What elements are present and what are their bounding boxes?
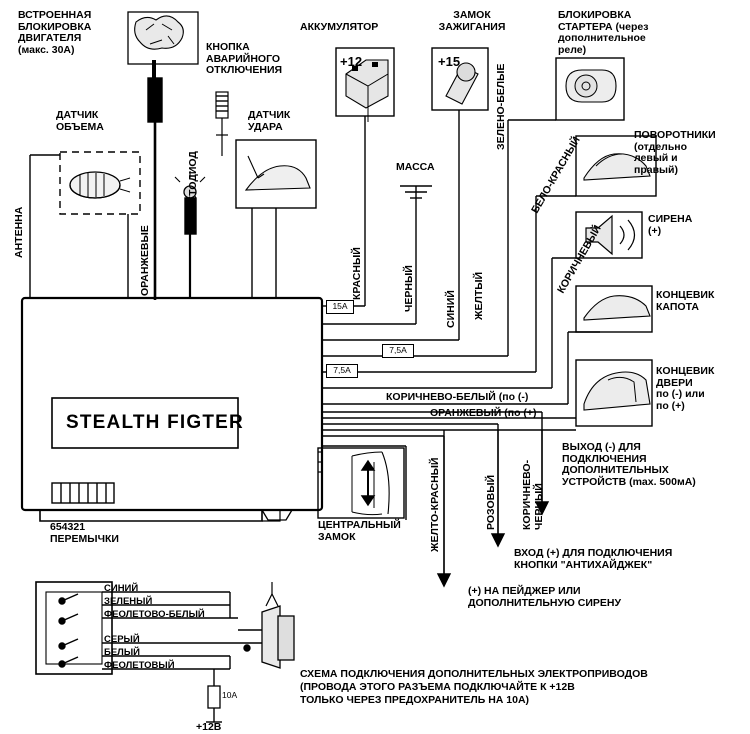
connector-wire-4: БЕЛЫЙ bbox=[104, 647, 140, 658]
label-ignition: ЗАМОК ЗАЖИГАНИЯ bbox=[438, 9, 506, 33]
label-pager-output: (+) НА ПЕЙДЖЕР ИЛИ ДОПОЛНИТЕЛЬНУЮ СИРЕНУ bbox=[468, 585, 622, 609]
connector-wire-5: ФЕОЛЕТОВЫЙ bbox=[104, 660, 175, 671]
label-jumpers: 654321 ПЕРЕМЫЧКИ bbox=[50, 521, 119, 545]
brand-name: STEALTH FIGTER bbox=[66, 412, 244, 433]
label-hijack-input: ВХОД (+) ДЛЯ ПОДКЛЮЧЕНИЯ КНОПКИ "АНТИХАЙДЖЕК" bbox=[514, 547, 673, 571]
wire-label-brown-black-1: КОРИЧНЕВО- bbox=[521, 459, 533, 530]
label-starter-block: БЛОКИРОВКА СТАРТЕРА (через дополнительное реле) bbox=[558, 9, 649, 56]
label-valet-button: КНОПКА АВАРИЙНОГО ОТКЛЮЧЕНИЯ bbox=[206, 41, 283, 76]
connector-wire-1: ЗЕЛЕНЫЙ bbox=[104, 596, 153, 607]
label-engine-block: ВСТРОЕННАЯ БЛОКИРОВКА ДВИГАТЕЛЯ (макс. 30А) bbox=[18, 9, 92, 56]
label-turn-signals: ПОВОРОТНИКИ (отдельно левый и правый) bbox=[634, 129, 716, 176]
label-bottom-caption: СХЕМА ПОДКЛЮЧЕНИЯ ДОПОЛНИТЕЛЬНЫХ ЭЛЕКТРОПРИВОДОВ (ПРОВОДА ЭТОГО РАЗЪЕМА ПОДКЛЮЧАЙТЕ К +12В ТОЛЬКО ЧЕРЕЗ ПРЕДОХРАНИТЕЛЬ НА 10А) bbox=[300, 668, 648, 706]
label-siren: СИРЕНА (+) bbox=[648, 213, 693, 237]
label-central-lock: ЦЕНТРАЛЬНЫЙ ЗАМОК bbox=[318, 519, 401, 543]
label-shock-sensor: ДАТЧИК УДАРА bbox=[248, 109, 291, 133]
label-battery-plus: +12 bbox=[340, 54, 363, 69]
fuse-75a-upper: 7,5А bbox=[382, 344, 414, 358]
label-led: СВЕТОДИОД bbox=[187, 151, 199, 218]
label-volume-sensor: ДАТЧИК ОБЪЕМА bbox=[56, 109, 104, 133]
label-aux-output: ВЫХОД (-) ДЛЯ ПОДКЛЮЧЕНИЯ ДОПОЛНИТЕЛЬНЫХ УСТРОЙСТВ (max. 500мА) bbox=[562, 441, 696, 488]
label-antenna: АНТЕННА bbox=[13, 206, 25, 258]
fuse-10a: 10A bbox=[222, 690, 246, 702]
wire-label-yellow: ЖЕЛТЫЙ bbox=[473, 271, 485, 320]
wire-label-brown-white: КОРИЧНЕВО-БЕЛЫЙ (по (-) bbox=[386, 391, 529, 403]
label-ignition-plus: +15 bbox=[438, 54, 461, 69]
wire-label-pink: РОЗОВЫЙ bbox=[485, 474, 497, 530]
wire-label-blue: СИНИЙ bbox=[445, 290, 457, 328]
connector-wire-3: СЕРЫЙ bbox=[104, 634, 140, 645]
label-supply-12v: +12В bbox=[196, 721, 222, 733]
fuse-15a: 15А bbox=[326, 300, 354, 314]
connector-wire-2: ФЕОЛЕТОВО-БЕЛЫЙ bbox=[104, 609, 205, 620]
wire-label-orange-plural: ОРАНЖЕВЫЕ bbox=[139, 225, 151, 296]
wire-label-brown-black-2: ЧЕРНЫЙ bbox=[533, 483, 545, 530]
fuse-75a-lower: 7,5А bbox=[326, 364, 358, 378]
wire-label-black: ЧЕРНЫЙ bbox=[403, 265, 415, 312]
wire-label-yellow-red: ЖЕЛТО-КРАСНЫЙ bbox=[429, 457, 441, 552]
label-ground: МАССА bbox=[396, 161, 435, 173]
wire-label-white-red: БЕЛО-КРАСНЫЙ bbox=[529, 134, 583, 216]
wire-label-brown: КОРИЧНЕВЫЙ bbox=[555, 223, 604, 296]
label-door-switch: КОНЦЕВИК ДВЕРИ по (-) или по (+) bbox=[656, 365, 715, 412]
wire-label-orange: ОРАНЖЕВЫЙ (по (+) bbox=[430, 407, 537, 419]
label-hood-switch: КОНЦЕВИК КАПОТА bbox=[656, 289, 715, 313]
wire-label-green-white: ЗЕЛЕНО-БЕЛЫЕ bbox=[495, 63, 507, 150]
label-battery: АККУМУЛЯТОР bbox=[300, 21, 379, 33]
connector-wire-0: СИНИЙ bbox=[104, 583, 139, 594]
wire-label-red: КРАСНЫЙ bbox=[351, 247, 363, 300]
